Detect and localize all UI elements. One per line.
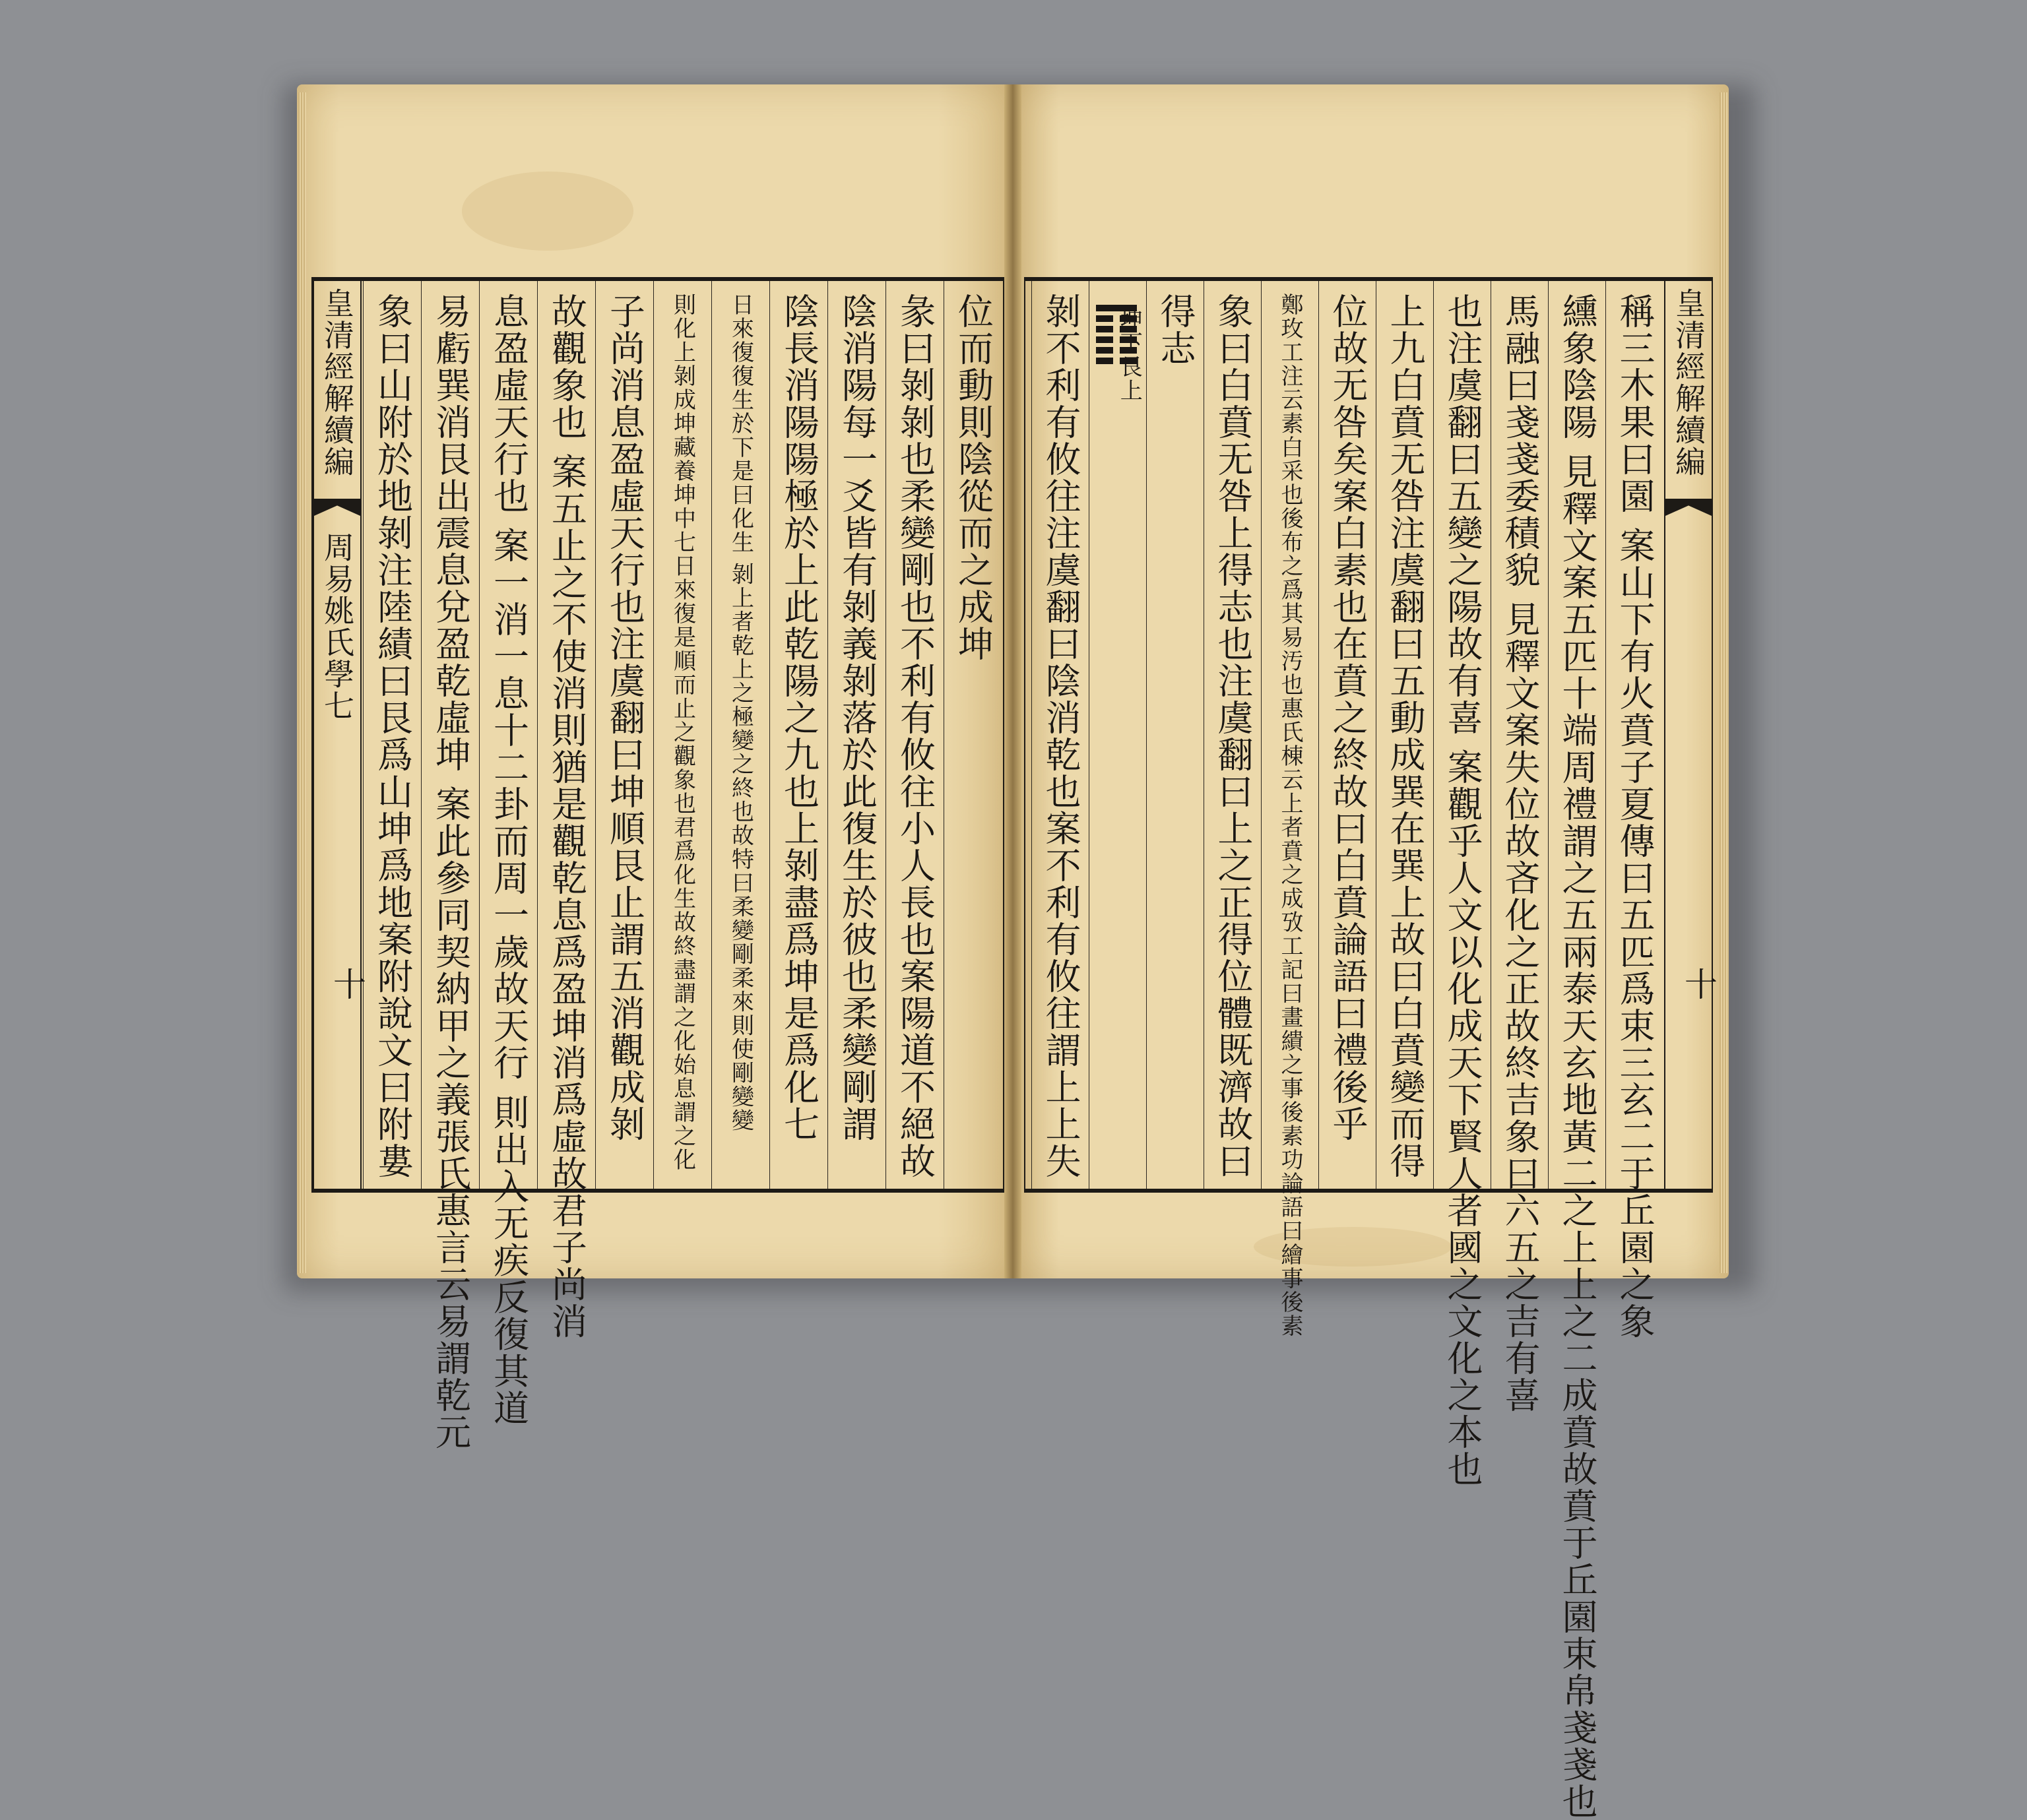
- column-text: 日來復復生於下是曰化生 剝上者乾上之極變之終也故特曰柔變剛柔來則使剛變變: [727, 293, 754, 1133]
- column-text: 剝不利有攸往注虞翻曰陰消乾也案不利有攸往謂上上失: [1040, 293, 1081, 1179]
- text-column: [537, 281, 595, 1340]
- right-spine-label: [1664, 281, 1718, 1189]
- column-text: 易虧巽消艮出震息兌盈乾虛坤 案此參同契納甲之義張氏惠言云易謂乾元: [430, 293, 472, 1451]
- column-text: 息盈虛天行也 案一消一息十二卦而周一歲故天行 則出入无疾反復其道: [488, 293, 530, 1427]
- column-text: 坤下艮上: [1116, 307, 1143, 402]
- text-column: [421, 281, 479, 1451]
- text-column: [1261, 281, 1318, 1338]
- text-column: [827, 281, 885, 1189]
- text-column: [1031, 281, 1089, 1189]
- column-text: 得志: [1155, 293, 1196, 367]
- collection-title: 皇清經解續編: [319, 288, 355, 478]
- text-column: [479, 281, 537, 1427]
- left-page-edges: [298, 92, 306, 1273]
- text-column: [1089, 281, 1146, 1189]
- column-text: 纁象陰陽 見釋文案五匹十端周禮謂之五兩泰天玄地黃二之上上之二成賁故賁于丘園束帛戔戔也: [1557, 293, 1598, 1820]
- column-text: 位故无咎矣案白素也在賁之終故曰白賁論語曰禮後乎: [1327, 293, 1368, 1143]
- text-column: [595, 281, 653, 1189]
- column-text: 象曰白賁无咎上得志也注虞翻曰上之正得位體既濟故曰: [1212, 293, 1254, 1179]
- fishtail-mark: [314, 499, 360, 516]
- text-column: [1433, 281, 1491, 1488]
- text-column: [653, 281, 711, 1189]
- text-column: [769, 281, 827, 1189]
- text-column: [1548, 281, 1605, 1820]
- leaf-number: 十: [1679, 967, 1718, 1000]
- leaf-number: 十: [328, 967, 366, 1000]
- text-column: [1491, 281, 1548, 1414]
- column-text: 陰長消陽陽極於上此乾陽之九也上剝盡爲坤是爲化七: [778, 293, 820, 1143]
- column-text: 彖曰剝剝也柔變剛也不利有攸往小人長也案陽道不絕故: [894, 293, 936, 1179]
- text-column: [711, 281, 769, 1189]
- column-text: 則化上剝成坤藏養坤中七日來復是順而止之觀象也君爲化生故終盡謂之化始息謂之化: [669, 293, 696, 1172]
- left-spine-label: [313, 281, 366, 1189]
- fishtail-mark: [1665, 499, 1712, 516]
- text-column: [1376, 281, 1433, 1189]
- right-text-frame: [1024, 277, 1718, 1820]
- column-text: 故觀象也 案五止之不使消則猶是觀乾息爲盈坤消爲虛故君子尚消: [546, 293, 588, 1340]
- text-column: [1204, 281, 1261, 1189]
- text-column: [1146, 281, 1204, 1189]
- right-page-edges: [1720, 92, 1727, 1273]
- column-text: 稱三木果曰園 案山下有火賁子夏傳曰五匹爲束三玄二于丘園之象: [1614, 293, 1656, 1340]
- chapter-title: 周易姚氏學七: [319, 532, 355, 722]
- text-column: [1318, 281, 1376, 1189]
- text-column: [885, 281, 944, 1189]
- column-text: 象曰山附於地剝注陸績曰艮爲山坤爲地案附說文曰附婁: [371, 293, 414, 1179]
- text-column: [363, 281, 421, 1189]
- left-text-frame: [311, 277, 1004, 1451]
- column-text: 上九白賁无咎注虞翻曰五動成巽在巽上故曰白賁變而得: [1384, 293, 1426, 1179]
- collection-title: 皇清經解續編: [1671, 288, 1706, 478]
- text-column: [944, 281, 1002, 1189]
- column-text: 陰消陽每一爻皆有剝義剝落於此復生於彼也柔變剛謂: [836, 293, 878, 1143]
- text-column: [1605, 281, 1663, 1340]
- column-text: 馬融曰戔戔委積貌 見釋文案失位故吝化之正故終吉象曰六五之吉有喜: [1499, 293, 1541, 1414]
- column-text: 也注虞翻曰五變之陽故有喜 案觀乎人文以化成天下賢人者國之文化之本也: [1442, 293, 1483, 1488]
- paper-stain: [462, 172, 633, 251]
- column-text: 子尚消息盈虛天行也注虞翻曰坤順艮止謂五消觀成剝: [604, 293, 646, 1143]
- book-gutter: [1004, 84, 1021, 1278]
- column-text: 鄭玫工注云素白采也後布之爲其易汚也惠氏棟云上者賁之成攷工記曰畫繢之事後素功論語曰繪事後素: [1277, 293, 1303, 1338]
- column-text: 位而動則陰從而之成坤: [952, 293, 994, 662]
